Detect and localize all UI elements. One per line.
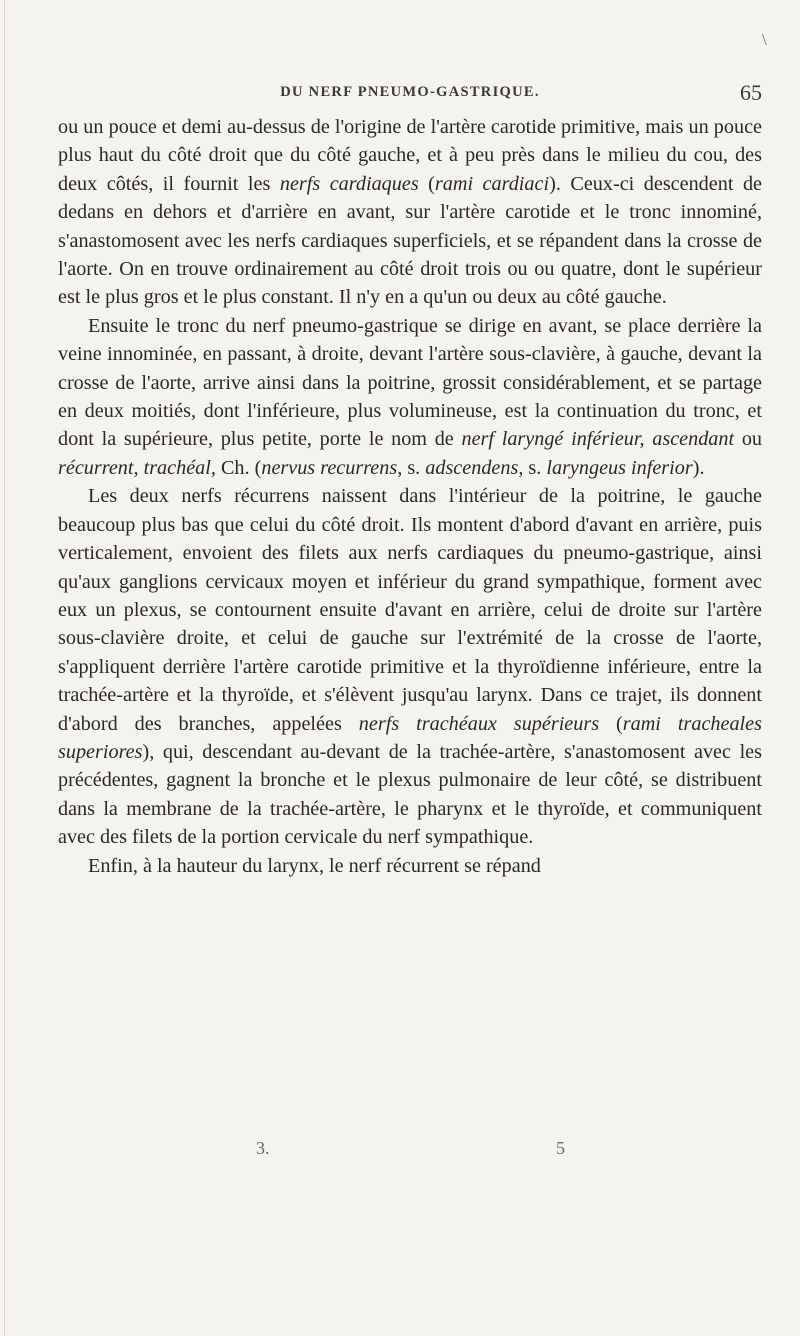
- text-run: Enfin, à la hauteur du larynx, le nerf récurrent se répand: [88, 854, 541, 877]
- paragraph: [58, 852, 762, 880]
- body-text: [58, 113, 762, 880]
- italic-term: nerfs cardiaques: [279, 172, 419, 195]
- page-header: [58, 80, 762, 110]
- paragraph: [58, 482, 762, 851]
- corner-mark: \: [762, 30, 767, 49]
- page-edge-shadow: [4, 0, 5, 1336]
- italic-term: nervus recurrens: [261, 456, 398, 479]
- text-run: Ensuite le tronc du nerf pneumo-gastrique se dirige en avant, se place derrière la veine innominée, en passant, à droite, devant l'artère sous-clavière, à gauche, devant la crosse de l'aorte, arrive ainsi dans la poitrine, grossit considérablement, et se partage en deux moitiés, dont l'inférieure, plus volumineuse, est la continuation du tronc, et dont la supérieure, plus petite, porte le nom de: [58, 314, 762, 451]
- italic-term: rami cardiaci: [434, 172, 550, 195]
- page-footer: [58, 1138, 762, 1168]
- page-number: 65: [740, 80, 762, 105]
- italic-term: nerf laryngé inférieur, ascendant: [461, 428, 735, 451]
- text-run: , s.: [518, 456, 547, 479]
- italic-term: adscendens: [425, 456, 519, 479]
- text-run: ou un pouce et demi au-dessus de l'origine de l'artère carotide primitive, mais un pouce plus haut du côté droit que du côté gauche, et à peu près dans le milieu du cou, des deux côtés, il fournit les: [58, 116, 762, 195]
- text-run: ou: [734, 428, 763, 451]
- italic-term: récurrent, trachéal,: [58, 456, 216, 479]
- signature-mark-right: 5: [556, 1138, 565, 1158]
- text-run: ), qui, descendant au-devant de la trachée-artère, s'anastomosent avec les précédentes, gagnent la bronche et le plexus pulmonaire de leur côté, se distribuent dans la membrane de la trachée-artère, le pharynx et le thyroïde, et communiquent avec des filets de la portion cervicale du nerf sympathique.: [58, 740, 762, 849]
- text-run: Les deux nerfs récurrens naissent dans l'intérieur de la poitrine, le gauche beaucoup plus bas que celui du côté droit. Ils montent d'abord d'avant en arrière, puis verticalement, envoient des filets aux nerfs cardiaques du pneumo-gastrique, ainsi qu'aux ganglions cervicaux moyen et inférieur du grand sympathique, forment avec eux un plexus, se contournent ensuite d'avant en arrière, celui de droite sur l'artère sous-clavière droite, et celui de gauche sur l'extrémité de la crosse de l'aorte, s'appliquent derrière l'artère carotide primitive et la thyroïdienne inférieure, entre la trachée-artère et la thyroïde, et s'élèvent jusqu'au larynx. Dans ce trajet, ils donnent d'abord des branches, appelées: [58, 485, 762, 735]
- text-run: ). Ceux-ci descendent de dedans en dehors et d'arrière en avant, sur l'artère carotide et le tronc innominé, s'anastomosent avec les nerfs cardiaques superficiels, et se répandent dans la crosse de l'aorte. On en trouve ordinairement au côté droit trois ou ou quatre, dont le supérieur est le plus gros et le plus constant. Il n'y en a qu'un ou deux au côté gauche.: [58, 172, 762, 309]
- italic-term: laryngeus inferior: [546, 456, 693, 479]
- text-run: (: [418, 172, 435, 195]
- paragraph: [58, 312, 762, 482]
- running-head: DU NERF PNEUMO-GASTRIQUE.: [280, 84, 540, 100]
- paragraph: [58, 113, 762, 312]
- italic-term: rami tracheales superiores: [58, 712, 762, 763]
- text-run: (: [599, 712, 623, 735]
- italic-term: nerfs trachéaux supérieurs: [358, 712, 600, 735]
- text-run: Ch. (: [215, 456, 262, 479]
- text-run: , s.: [397, 456, 426, 479]
- text-run: ).: [692, 456, 705, 479]
- signature-mark-left: 3.: [256, 1138, 270, 1158]
